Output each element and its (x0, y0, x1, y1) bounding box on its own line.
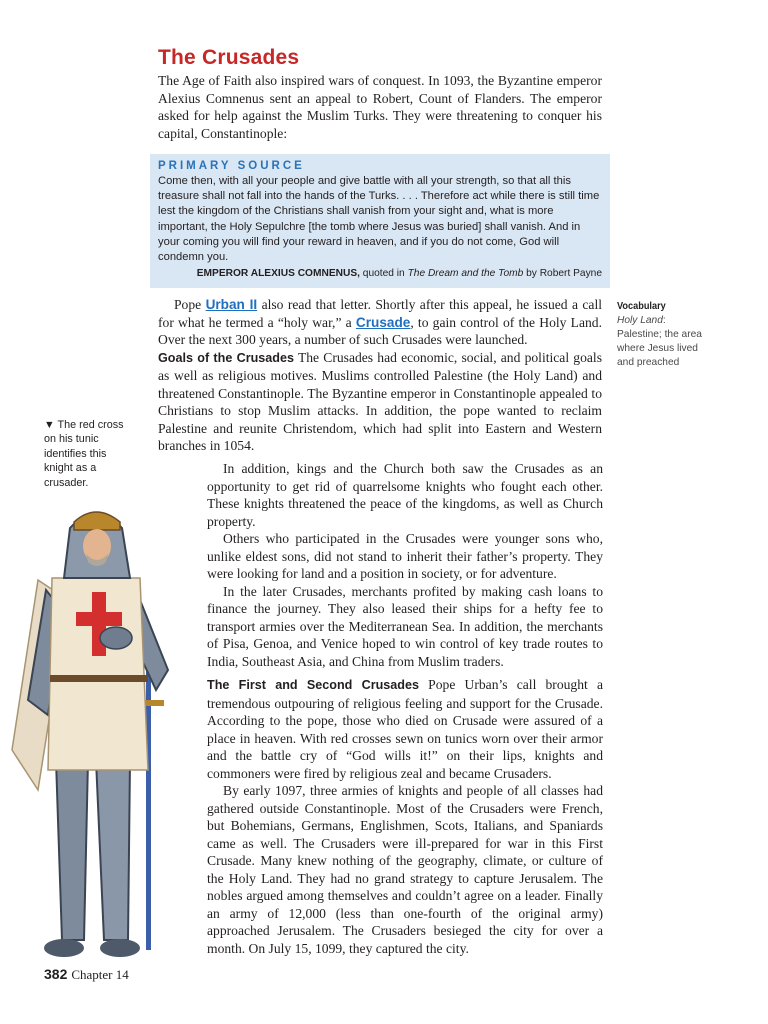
citation-book: The Dream and the Tomb (407, 268, 524, 280)
first-second-text: Pope Urban’s call brought a tremendous outpouring of religious feeling and support for the Crusade. According to the pope, those who died on Crusade were assured of a place in heaven. With red crosses sewn on tunics worn over their armor and the battle cry of “God wills it!” on their lips, knights and commoners were fired by religious zeal and became Crusaders. (207, 677, 603, 781)
page-number: 382 (44, 966, 68, 982)
citation-author: EMPEROR ALEXIUS COMNENUS, (196, 268, 360, 280)
body-lower (207, 460, 603, 957)
paragraph-urban (158, 296, 602, 349)
body-upper (158, 296, 602, 455)
para1-a: Pope (174, 297, 206, 312)
image-caption: ▼ The red cross on his tunic identifies this knight as a crusader. (44, 419, 124, 489)
primary-source-quote: Come then, with all your people and give battle with all your strength, so that all this treasure shall not fall into the hands of the Turks. . . . Therefore act while there is still time lest the kingdom of the Christians shall vanish from your sight and, what is more important, the Holy Sepulchre [the tomb where Jesus was buried] shall vanish. And in your coming you will find your reward in heaven, and if you do not come, God will condemn you. (158, 175, 600, 264)
paragraph-first-second (207, 676, 603, 782)
primary-source-citation (158, 268, 602, 279)
vocabulary-definition: : Palestine; the area where Jesus lived and preached (617, 315, 702, 368)
paragraph-goals (158, 349, 602, 455)
vocabulary-term: Holy Land (617, 315, 663, 326)
citation-by: by Robert Payne (523, 268, 602, 280)
intro-paragraph: The Age of Faith also inspired wars of conquest. In 1093, the Byzantine emperor Alexius Comnenus sent an appeal to Robert, Count of Flanders. The emperor asked for help against the Muslim Turks. They were threatening to conquer his capital, Constantinople: (158, 73, 602, 141)
paragraph-kings: In addition, kings and the Church both saw the Crusades as an opportunity to get rid of quarrelsome knights who fought each other. These knights threatened the peace of the kingdoms, as well as Church property. (207, 461, 603, 529)
primary-source-label: PRIMARY SOURCE (158, 160, 305, 172)
goals-text: The Crusades had economic, social, and political goals as well as religious motives. Muslims controlled Palestine (the Holy Land) and threatened Constantinople. The Byzantine emperor in Constantinople appealed to Christians to stop Muslim attacks. In addition, the pope wanted to reclaim Palestine and reunite Christendom, which had split into Eastern and Western branches in 1054. (158, 349, 602, 453)
para1-b: also read that letter. Shortly after this appeal, he issued a call for what he termed a “holy war,” a (158, 297, 603, 330)
goals-heading: Goals of the Crusades (158, 350, 295, 365)
helmet (74, 512, 120, 530)
first-second-heading: The First and Second Crusades (207, 678, 420, 692)
citation-quoted-in: quoted in (359, 268, 408, 280)
para1-c: , to gain control of the Holy Land. Over the next 300 years, a number of such Crusades were launched. (158, 314, 602, 347)
crusader-knight-illustration (8, 500, 188, 970)
vocabulary-title: Vocabulary (617, 301, 666, 312)
chapter-label: Chapter 14 (71, 967, 129, 982)
section-title: The Crusades (158, 46, 300, 69)
page-footer (44, 966, 129, 983)
paragraph-1097: By early 1097, three armies of knights and people of all classes had gathered outside Constantinople. Most of the Crusaders were French, but Bohemians, Germans, Englishmen, Scots, Italians, and Spaniards came as well. The Crusaders were ill-prepared for war in this First Crusade. Many knew nothing of the geography, climate, or culture of the Holy Land. They had no grand strategy to capture Jerusalem. The nobles argued among themselves and couldn’t agree on a leader. Finally an army of 12,000 (less than one-fourth of the original army) approached Jerusalem. The Crusaders besieged the city for over a month. On July 15, 1099, they captured the city. (207, 783, 603, 956)
term-crusade-link[interactable]: Crusade (355, 314, 411, 330)
paragraph-merchants: In the later Crusades, merchants profited by making cash loans to finance the journey. They also leased their ships for a hefty fee to transport armies over the Mediterranean Sea. In addition, the merchants of Pisa, Genoa, and Venice hoped to win control of key trade routes to India, Southeast Asia, and China from Muslim traders. (207, 583, 603, 669)
sword-blade (146, 650, 151, 950)
paragraph-others: Others who participated in the Crusades were younger sons who, unlike eldest sons, did not stand to inherit their father’s property. They were looking for land and a position in society, or for adventure. (207, 531, 603, 581)
primary-source-box (150, 154, 610, 288)
term-urban-ii-link[interactable]: Urban II (205, 297, 258, 312)
vocabulary-note (617, 300, 705, 370)
